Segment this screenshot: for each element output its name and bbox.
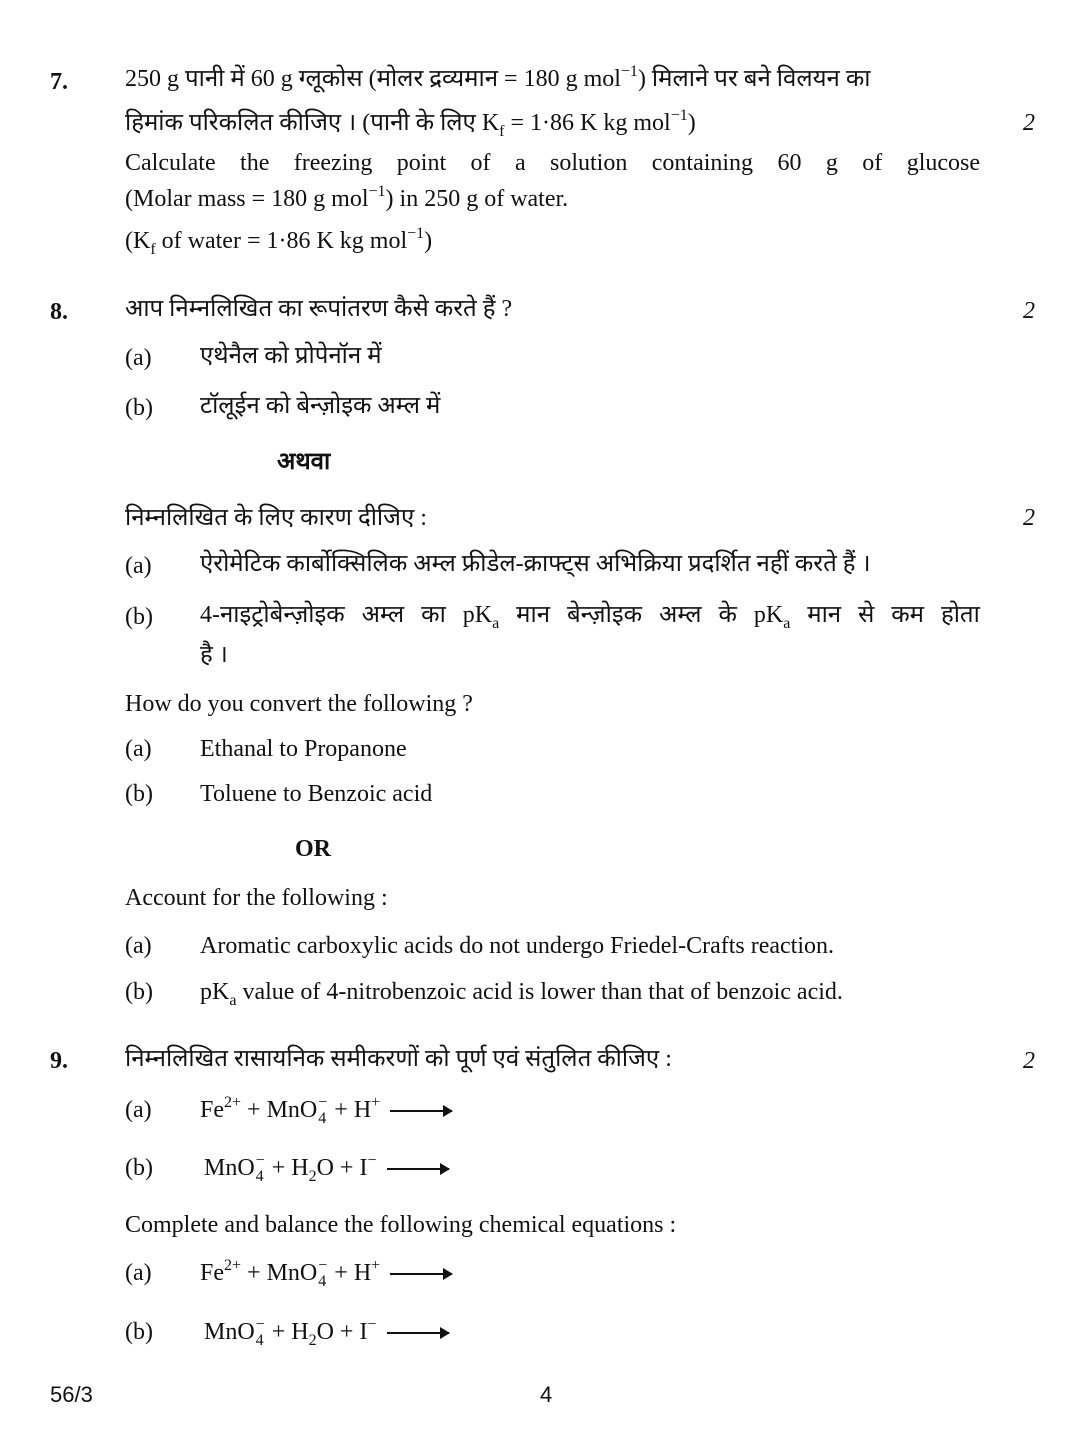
text: pK: [200, 979, 230, 1005]
subscript: a: [229, 992, 237, 1009]
marks: 2: [1023, 298, 1035, 324]
text: ): [424, 228, 433, 254]
subscript: a: [492, 615, 500, 632]
subscript: 4: [318, 1273, 327, 1291]
text: O +: [316, 1319, 360, 1345]
equation-a-hindi: [200, 1095, 452, 1128]
q7-english-line-1: [125, 148, 980, 178]
superscript: −1: [368, 183, 386, 200]
word: का: [421, 602, 446, 628]
text: Fe: [200, 1260, 224, 1286]
or-hindi: अथवा: [277, 449, 331, 475]
subscript: a: [783, 615, 791, 632]
text: +: [241, 1097, 267, 1123]
word: a: [514, 150, 526, 176]
word: के: [718, 602, 737, 628]
equation-a-english: [200, 1258, 452, 1291]
superscript: 2+: [224, 1257, 242, 1274]
superscript: +: [371, 1257, 381, 1274]
q7-english-line-2: [125, 184, 568, 217]
charge-stack: [318, 1095, 327, 1127]
word: कम: [891, 602, 925, 628]
word: point: [396, 150, 447, 176]
text: O +: [316, 1155, 360, 1181]
word: freezing: [293, 150, 373, 176]
q8-english-reason-a: Aromatic carboxylic acids do not undergo Friedel-Crafts reaction.: [200, 933, 835, 959]
q8-english-reason-intro: Account for the following :: [125, 885, 388, 911]
option-label: (a): [125, 1260, 152, 1286]
word: से: [858, 602, 875, 628]
q7-english-line-3: [125, 226, 432, 259]
option-label: (b): [125, 395, 153, 421]
superscript: −1: [407, 225, 425, 242]
text: H: [291, 1319, 309, 1345]
word: glucose: [906, 150, 980, 176]
word: g: [825, 150, 838, 176]
text: (K: [125, 228, 151, 254]
reaction-arrow: [390, 1110, 452, 1112]
q8-english-reason-b: [200, 977, 843, 1010]
q8-hindi-option-a: एथेनैल को प्रोपेनॉन में: [200, 343, 382, 369]
charge-stack: [256, 1317, 265, 1349]
charge-stack: [318, 1258, 327, 1290]
option-label: (a): [125, 345, 152, 371]
word: 60: [777, 150, 802, 176]
q8-hindi-reason-intro: निम्नलिखित के लिए कारण दीजिए :: [125, 505, 427, 531]
reaction-arrow: [387, 1332, 449, 1334]
subscript: 4: [318, 1110, 327, 1128]
superscript: −: [318, 1094, 328, 1112]
q8-hindi-reason-b-line-1: [200, 600, 980, 633]
reaction-arrow: [387, 1168, 449, 1170]
text: MnO: [266, 1097, 318, 1123]
q7-hindi-line-2: [125, 108, 696, 141]
option-label: (b): [125, 1155, 153, 1181]
option-label: (a): [125, 553, 152, 579]
text: value of 4-nitrobenzoic acid is lower than that of benzoic acid.: [236, 979, 843, 1005]
text: हिमांक परिकलित कीजिए । (पानी के लिए K: [125, 110, 500, 136]
word: अम्ल: [361, 602, 405, 628]
option-label: (a): [125, 736, 152, 762]
option-label: (a): [125, 1097, 152, 1123]
superscript: −: [255, 1152, 265, 1170]
q8-english-intro: How do you convert the following ?: [125, 691, 473, 717]
word: होता: [940, 602, 980, 628]
question-number: 7.: [50, 69, 68, 95]
text: +: [265, 1155, 292, 1181]
q8-hindi-reason-b-line-2: है ।: [200, 642, 228, 668]
text: Fe: [200, 1097, 224, 1123]
superscript: −: [367, 1316, 377, 1333]
q8-hindi-intro: आप निम्नलिखित का रूपांतरण कैसे करते हैं ?: [125, 296, 513, 322]
or-english: OR: [295, 836, 331, 862]
text: = 1·86 K kg mol: [504, 110, 671, 136]
text: I: [359, 1319, 368, 1345]
subscript: f: [150, 241, 156, 258]
q8-hindi-reason-a: ऐरोमेटिक कार्बोक्सिलिक अम्ल फ्रीडेल-क्राफ्ट्स अभिक्रिया प्रदर्शित नहीं करते हैं ।: [200, 551, 871, 577]
word: of: [862, 150, 883, 176]
text: +: [265, 1319, 292, 1345]
superscript: 2+: [224, 1094, 242, 1111]
superscript: −: [255, 1316, 265, 1334]
text: H: [291, 1155, 309, 1181]
word: 4-नाइट्रोबेन्ज़ोइक: [200, 602, 345, 628]
text: H: [353, 1260, 372, 1286]
word: अम्ल: [659, 602, 702, 628]
text: +: [328, 1260, 354, 1286]
superscript: −: [318, 1257, 328, 1275]
subscript: 2: [308, 1332, 317, 1349]
subscript: 2: [308, 1168, 317, 1185]
word: मान: [807, 602, 842, 628]
reaction-arrow: [390, 1273, 452, 1275]
word: solution: [550, 150, 628, 176]
page-number: 4: [540, 1382, 553, 1407]
subscript: 4: [255, 1332, 264, 1350]
q9-english-intro: Complete and balance the following chemical equations :: [125, 1212, 677, 1238]
text: +: [328, 1097, 354, 1123]
marks: 2: [1023, 110, 1035, 136]
word: मान: [516, 602, 551, 628]
text: +: [241, 1260, 267, 1286]
text: 250 g पानी में 60 g ग्लूकोस (मोलर द्रव्यमान = 180 g mol: [125, 66, 621, 92]
word: containing: [651, 150, 754, 176]
option-label: (a): [125, 933, 152, 959]
option-label: (b): [125, 979, 153, 1005]
marks: 2: [1023, 1048, 1035, 1074]
text: H: [353, 1097, 372, 1123]
text: ) in 250 g of water.: [385, 186, 569, 212]
text: pK: [753, 602, 784, 628]
superscript: +: [371, 1094, 381, 1111]
option-label: (b): [125, 604, 153, 630]
q8-english-option-b: Toluene to Benzoic acid: [200, 781, 433, 807]
word: of: [470, 150, 491, 176]
q8-english-option-a: Ethanal to Propanone: [200, 736, 407, 762]
text: of water = 1·86 K kg mol: [155, 228, 408, 254]
word: बेन्ज़ोइक: [566, 602, 643, 628]
q8-hindi-option-b: टॉलूईन को बेन्ज़ोइक अम्ल में: [200, 393, 441, 419]
superscript: −1: [670, 107, 688, 124]
superscript: −: [367, 1152, 377, 1169]
equation-b-hindi: [204, 1153, 449, 1186]
question-number: 8.: [50, 299, 68, 325]
text: (Molar mass = 180 g mol: [125, 186, 369, 212]
question-number: 9.: [50, 1048, 68, 1074]
text: pK: [462, 602, 493, 628]
option-label: (b): [125, 781, 153, 807]
marks: 2: [1023, 505, 1035, 531]
word: the: [240, 150, 270, 176]
subscript: f: [499, 123, 505, 140]
charge-stack: [256, 1153, 265, 1185]
option-label: (b): [125, 1319, 153, 1345]
text: MnO: [204, 1155, 255, 1181]
text: MnO: [204, 1319, 255, 1345]
subscript: 4: [255, 1168, 264, 1186]
equation-b-english: [204, 1317, 449, 1350]
text: ): [687, 110, 696, 136]
superscript: −1: [620, 63, 638, 80]
text: I: [359, 1155, 368, 1181]
text: MnO: [266, 1260, 318, 1286]
paper-code: 56/3: [50, 1382, 93, 1407]
word: [463, 600, 499, 633]
word: Calculate: [125, 150, 216, 176]
text: ) मिलाने पर बने विलयन का: [637, 66, 871, 92]
q7-hindi-line-1: [125, 64, 871, 97]
word: [754, 600, 790, 633]
q9-hindi-intro: निम्नलिखित रासायनिक समीकरणों को पूर्ण एवं संतुलित कीजिए :: [125, 1046, 672, 1072]
